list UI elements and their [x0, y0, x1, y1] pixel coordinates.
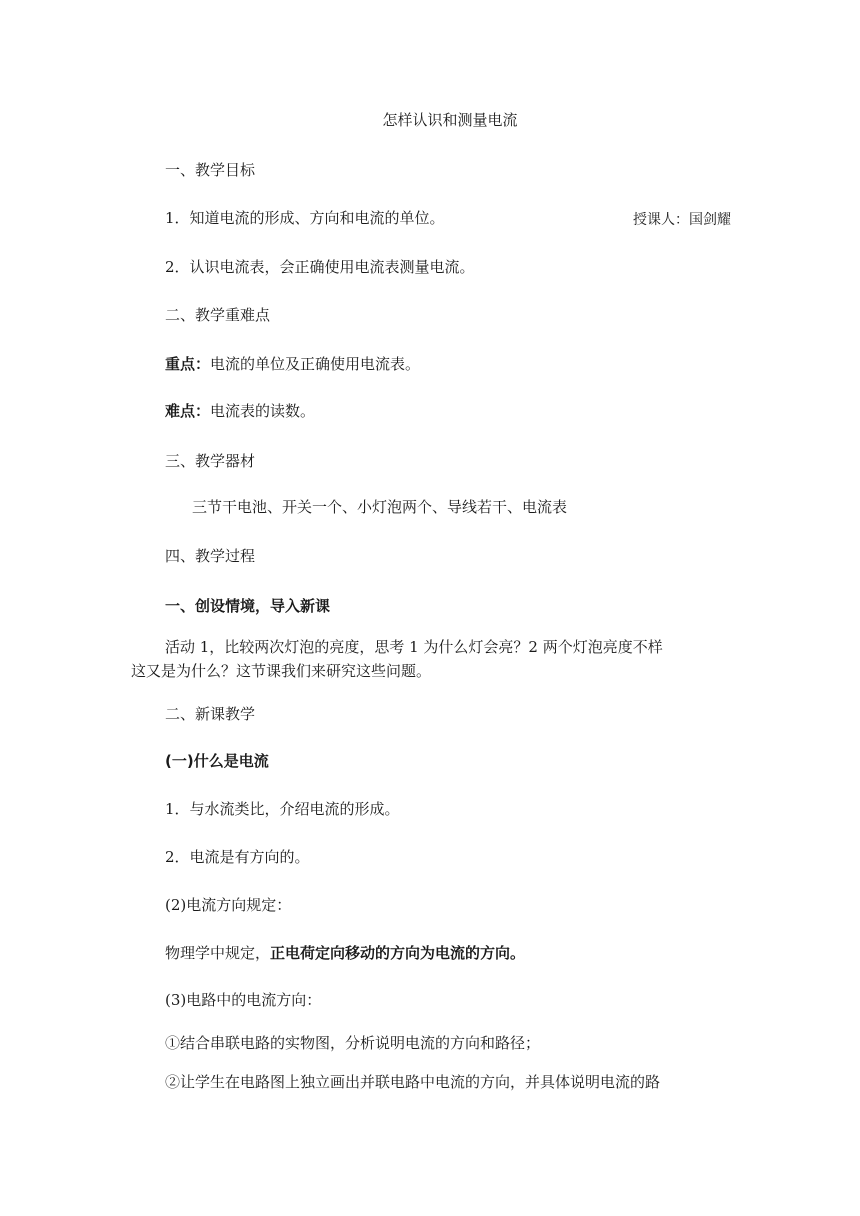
objective-item-2: 2．认识电流表，会正确使用电流表测量电流。 [165, 258, 475, 276]
teacher-name: 授课人：国剑耀 [633, 212, 731, 228]
point-2: 2．电流是有方向的。 [165, 848, 310, 866]
section-heading-materials: 三、教学器材 [165, 452, 256, 470]
difficult-point-line [165, 401, 315, 421]
subheading-new-lesson: 二、新课教学 [165, 705, 256, 723]
difficult-point-label: 难点： [165, 402, 211, 420]
materials-list: 三节干电池、开关一个、小灯泡两个、导线若干、电流表 [192, 498, 568, 516]
activity-text-line-1: 活动 1，比较两次灯泡的亮度，思考 1 为什么灯会亮？2 两个灯泡亮度不样 [165, 638, 663, 656]
point-2-sub-3: (3)电路中的电流方向： [165, 991, 322, 1009]
subheading-what-is-current: (一)什么是电流 [165, 752, 269, 770]
key-point-text: 电流的单位及正确使用电流表。 [210, 355, 421, 373]
section-heading-objectives: 一、教学目标 [165, 161, 256, 179]
section-heading-key-points: 二、教学重难点 [165, 306, 271, 324]
document-title: 怎样认识和测量电流 [382, 111, 518, 129]
rule-emphasis: 正电荷定向移动的方向为电流的方向。 [270, 944, 526, 962]
objective-item-1: 1．知道电流的形成、方向和电流的单位。 [165, 209, 445, 227]
section-heading-process: 四、教学过程 [165, 547, 256, 565]
point-2-sub-2: (2)电流方向规定： [165, 896, 292, 914]
current-direction-rule [165, 943, 525, 963]
circle-item-2: ②让学生在电路图上独立画出并联电路中电流的方向，并具体说明电流的路 [165, 1073, 661, 1091]
subheading-introduction: 一、创设情境，导入新课 [165, 597, 331, 615]
key-point-label: 重点： [165, 355, 211, 373]
difficult-point-text: 电流表的读数。 [210, 402, 316, 420]
circle-item-1: ①结合串联电路的实物图，分析说明电流的方向和路径； [165, 1034, 541, 1052]
rule-prefix: 物理学中规定， [165, 944, 271, 962]
activity-text-line-2: 这又是为什么？这节课我们来研究这些问题。 [131, 662, 432, 680]
key-point-line [165, 354, 420, 374]
point-1: 1．与水流类比，介绍电流的形成。 [165, 800, 400, 818]
